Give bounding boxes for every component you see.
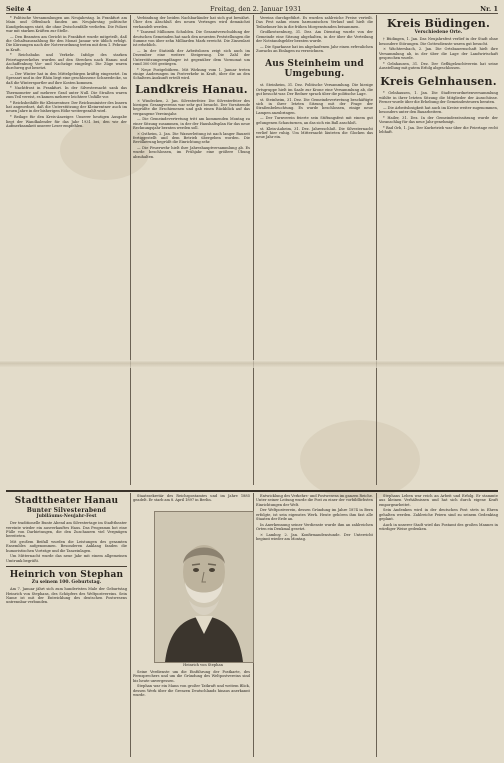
article-text: * Hailer, 31. Dez. In der Gemeinderatssitzung wurde der Voranschlag für das neue Jahr genehmigt. (379, 115, 498, 125)
article-text: — Der Turnverein feierte sein Stiftungsfest mit einem gut gelungenen Schauturnen, an das sich ein Ball anschloß. (256, 116, 373, 125)
bottom-column-3 (256, 494, 373, 760)
bottom-column-2-bottom (133, 670, 250, 760)
article-text: * Reichsbeihilfe für Kleinrentner. Der Reichsminister des Innern hat angeordnet, daß die Unterstützung der Kleinrentner auch im neuen Jahre in der bisherigen Höhe weitergezahlt wird. (6, 100, 127, 114)
column-2 (133, 16, 250, 488)
article-text: × Wächtersbach, 2. Jan. Die Ortsbauernschaft hielt ihre Versammlung ab, in der über die Lage der Landwirtschaft gesprochen wurde. (379, 47, 498, 60)
column-1 (6, 16, 127, 488)
section-heading: Kreis Büdingen. (386, 17, 491, 30)
article-text: st. Steinheim, 31. Dez. Die Gemeindevertretung beschäftigte sich in ihrer letzten Sitzung mit der Frage der Straßenbeleuchtung. Es wurde beschlossen, einige neue Lampen anzubringen. (256, 97, 373, 115)
article-text: * Gelnhausen, 31. Dez. Der Geflügelzuchtverein hat seine Ausstellung mit gutem Erfolg abgeschlossen. (379, 61, 498, 71)
article-text: st. Steinheim, 31. Dez. Politische Versammlung. Die hiesige Ortsgruppe hielt im Saale zur Krone eine Versammlung ab, die gut besucht war. Der Redner sprach über die politische Lage. (256, 83, 373, 96)
bottom-column-2-top (133, 494, 250, 510)
article-text: — Die Feuerwehr hielt ihre Jahreshauptversammlung ab. Es wurde beschlossen, im Frühjahr eine größere Übung abzuhalten. (133, 146, 250, 159)
article-text: Sein Andenken wird in der deutschen Post stets in Ehren gehalten werden. Zahlreiche Feiern sind zu seinem Gedenktag geplant. (379, 508, 498, 521)
section-subheading: Verschiedene Orte. (414, 30, 463, 35)
article-text: st. Klein-Auheim, 31. Dez. Jahresschluß. Die Silvesternacht verlief hier ruhig. Um Mitternacht läuteten die Glocken das neue Jahr ein. (256, 126, 373, 140)
stephan-heading: Heinrich von Stephan (9, 569, 124, 580)
article-text: † Büdingen, 1. Jan. Das Neujahrsfest verlief in der Stadt ohne besondere Störungen. Die Gottesdienste waren gut besucht. (379, 37, 498, 46)
article-text: × Windecken, 2. Jan. Silvesterfeier. Die Silvesterfeier des hiesigen Gesangvereins war sehr gut besucht. Der Vorsitzende begrüßte die Erschienenen und gab einen Rückblick auf das vergangene Vereinsjahr. (133, 98, 250, 116)
column-rule (253, 15, 254, 485)
article-text: — Die Arbeitslosigkeit hat auch im Kreise weiter zugenommen, besonders unter den Bauarbeitern. (379, 105, 498, 115)
article-text: Staatssekretär des Reichspostamtes und im Jahre 1885 geadelt. Er starb am 8. April 1897 in Berlin. (133, 494, 250, 503)
bottom-column-1 (6, 494, 127, 760)
article-text: × Lamboy, 2. Jan. Konfirmandenstunde. Der Unterricht beginnt wieder am Montag. (256, 532, 373, 542)
article-text: * Bad Orb, 1. Jan. Der Kurbetrieb war über die Feiertage recht lebhaft. (379, 125, 498, 135)
article-text: Der traditionelle Bunte Abend am Silvestertage im Stadttheater vereinte wieder ein ausverkauftes Haus. Das Programm bot eine Fülle von Darbietungen, die den Zuschauern viel Vergnügen bereiteten. (6, 521, 127, 539)
article-divider (6, 566, 127, 567)
theatre-heading: Stadttheater Hanau (14, 496, 119, 506)
page-label: Seite 4 (6, 4, 32, 13)
article-text: Mit großem Beifall wurden die Leistungen des gesamten Ensembles aufgenommen. Besonderen Anklang fanden die humoristischen Vorträge und die Tanzeinlagen. (6, 539, 127, 553)
section-heading: Aus Steinheim und Umgebung. (265, 59, 364, 80)
column-rule (130, 15, 131, 485)
article-text: In Anerkennung seiner Verdienste wurde ihm an zahlreichen Orten ein Denkmal gesetzt. (256, 522, 373, 532)
article-text: Vereins durchgeführt. Es wurden zahlreiche Preise verteilt. Das Fest nahm einen harmonischen Verlauf und hielt die Teilnehmer bis in die frühen Morgenstunden beisammen. (256, 16, 373, 29)
article-text: Am 7. Januar jährt sich zum hundertsten Male der Geburtstag Heinrich von Stephans, des Schöpfers des Weltpostvereins. Sein Name ist mit der Entwicklung des deutschen Postwesens untrennbar verbunden. (6, 587, 127, 605)
article-text: Großkrotzenburg, 31. Dez. Am Dienstag wurde von der Gemeinde eine Sitzung abgehalten, in der über die Verteilung der Notstandsgelder beraten wurde. (256, 30, 373, 43)
column-rule (376, 15, 377, 485)
article-text: Stephan war ein Mann von großer Tatkraft und weitem Blick, dessen Werk über die Grenzen Deutschlands hinaus anerkannt wurde. (133, 684, 250, 697)
portrait-image (154, 511, 254, 663)
article-text: — In der Statistik der Arbeitslosen zeigt sich auch im Dezember eine weitere Steigerung. Die Zahl der Unterstützungsempfänger ist gegenüber dem Vormonat um rund 300 000 gestiegen. (133, 49, 250, 66)
date-line: Freitag, den 2. Januar 1931 (210, 4, 302, 13)
article-text: Um Mitternacht wurde das neue Jahr mit einem allgemeinen Umtrunk begrüßt. (6, 554, 127, 563)
article-text: — Den Beamten am Gericht in Frankfurt wurde mitgeteilt, daß die Gehaltsauszahlung für den Monat Januar wie üblich erfolgt. Die Kürzungen nach der Notverordnung treten mit dem 1. Februar in Kraft. (6, 34, 127, 52)
column-3 (256, 16, 373, 488)
article-text: * Beilage für den Kreis-Anzeiger. Unserer heutigen Ausgabe liegt der Wandkalender für das Jahr 1931 bei, den wir der Aufmerksamkeit unserer Leser empfehlen. (6, 115, 127, 128)
article-text: * Nachtfrost in Frankfurt. In der Silvesternacht sank das Thermometer auf mehrere Grad unter Null. Die Straßen waren zum Teil vereist, es kamen mehrere leichtere Unfälle vor. (6, 86, 127, 100)
section-heading: Landkreis Hanau. (135, 82, 248, 96)
article-text: Verbindung der beiden Nachbarländer hat sich gut bewährt. Über den Abschluß des neuen Vertrages wird demnächst verhandelt werden. (133, 16, 250, 29)
section-divider (6, 490, 498, 492)
article-text: * Politische Versammlungen am Neujahrstag. In Frankfurt am Main und Offenbach fanden am Neujahrstag politische Kundgebungen statt, die ohne Zwischenfälle verliefen. Die Polizei war mit starken Kräften zur Stelle. (6, 16, 127, 33)
article-text: × Ostheim, 2. Jan. Die Wasserleitung ist nach langer Bauzeit fertiggestellt und dem Betrieb übergeben worden. Die Bevölkerung begrüßt die Einrichtung sehr. (133, 131, 250, 145)
column-4 (379, 16, 498, 488)
paper-fold (0, 360, 504, 368)
column-rule (130, 493, 131, 757)
article-text: — Der Winter hat in den Mittelgebirgen kräftig eingesetzt. Im Spessart und in der Rhön liegt eine geschlossene Schneedecke, so daß die Wintersportler auf ihre Kosten kommen. (6, 72, 127, 85)
column-rule (376, 493, 377, 757)
article-text: Entwicklung des Verkehrs- und Postwesens im ganzen Reiche. Unter seiner Leitung wurde die Post zu einer der vorbildlichsten Einrichtungen der Welt. (256, 494, 373, 507)
stephan-subheading: Zu seinem 100. Geburtstag. (31, 579, 102, 585)
article-text: * Gelnhausen, 1. Jan. Die Stadtverordnetenversammlung wählte in ihrer letzten Sitzung die Mitglieder der Ausschüsse. Ferner wurde über die Erhebung der Gemeindesteuern beraten. (379, 91, 498, 104)
article-text: Auch in unserer Stadt wird das Postamt des großen Mannes in würdiger Weise gedenken. (379, 522, 498, 532)
section-heading: Kreis Gelnhausen. (380, 75, 497, 89)
article-text: Stephans Leben war reich an Arbeit und Erfolg. Er stammte aus kleinen Verhältnissen und hat sich durch eigene Kraft emporgearbeitet. (379, 494, 498, 507)
article-text: — Die Sparkasse hat im abgelaufenen Jahr einen erfreulichen Zuwachs an Einlagen zu verzeichnen. (256, 44, 373, 54)
portrait-drawing (155, 512, 253, 662)
article-text: * Tausend Millionen Schulden. Die Gesamtverschuldung der deutschen Gemeinden hat nach den neuesten Feststellungen die Summe von über zehn Milliarden Mark erreicht. Die Zinsenlast ist erheblich. (133, 30, 250, 48)
article-text: — Die Gemeindevertretung tritt am kommenden Montag zu einer Sitzung zusammen, in der der Haushaltsplan für das neue Rechnungsjahr beraten werden soll. (133, 117, 250, 130)
portrait-caption: Heinrich von Stephan (183, 663, 223, 667)
theatre-subheading-2: Jubiläums-Neujahr-Fest (36, 514, 97, 519)
issue-number: Nr. 1 (480, 4, 498, 13)
article-text: * Reichsbahn und Verkehr. Infolge des starken Feiertagsverkehrs wurden auf den Strecken nach Hanau und Aschaffenburg Vor- und Nachzüge eingelegt. Die Züge waren durchweg gut besetzt. (6, 53, 127, 71)
article-text: * Neue Postgebühren. Mit Wirkung vom 1. Januar treten einige Änderungen im Postverkehr in Kraft, über die an den Schaltern Auskunft erteilt wird. (133, 67, 250, 81)
article-text: Der Weltpostverein, dessen Gründung im Jahre 1874 in Bern erfolgte, ist sein eigenstes Werk. Heute gehören ihm fast alle Staaten der Erde an. (256, 508, 373, 521)
article-text: Seine Verdienste um die Einführung der Postkarte, des Fernsprechers und um die Gründung des Weltpostvereins sind bis heute unvergessen. (133, 670, 250, 683)
theatre-subheading: Bunter Silvesterabend (26, 507, 107, 514)
bottom-column-4 (379, 494, 498, 760)
page-header (6, 4, 498, 14)
